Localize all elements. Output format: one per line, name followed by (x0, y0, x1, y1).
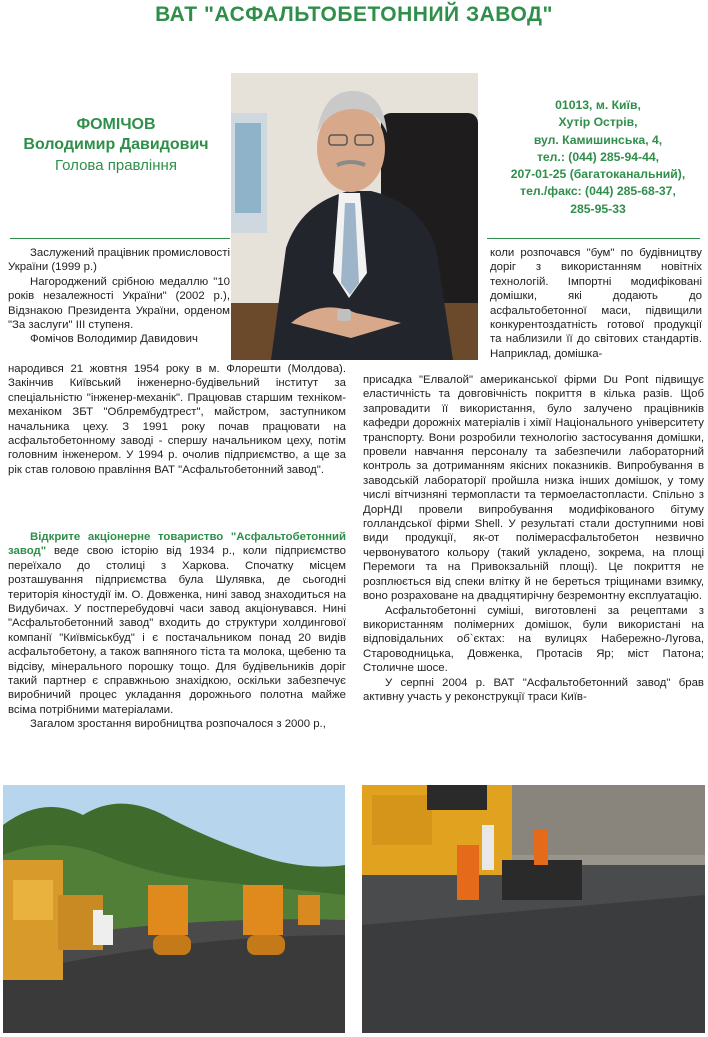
company-name-highlight: Відкрите акціонерне товариство "Асфальтобетонний завод" (8, 531, 346, 558)
person-names: Володимир Давидович (23, 136, 209, 153)
contact-line: тел./факс: (044) 285-68-37, (520, 184, 676, 199)
contact-block (488, 97, 708, 218)
contact-line: Хутір Острів, (558, 115, 638, 130)
contact-line: 285-95-33 (570, 201, 626, 216)
person-surname: ФОМІЧОВ (76, 116, 156, 133)
text-column-right-top (490, 246, 702, 361)
page-title: ВАТ "АСФАЛЬТОБЕТОННИЙ ЗАВОД" (155, 3, 553, 26)
paragraph: Асфальтобетонні суміші, виготовлені за рецептами з використанням полімерних домішок, були використані на відповідальних об`єктах: на вулицях Набережно-Луговa, Староводницька, Довженка, Протасів Яр; міст Патона; Столичне шосе. (363, 604, 704, 675)
text-column-left-top (8, 246, 230, 347)
paragraph-text: веде свою історію від 1934 р., коли підприємство переїхало до столиці з Харкова. Спочатку місцем розташування підприємства була Шулявка, де сьогодні територія кіностудії ім. О. Довженка, нині завод знаходиться на Видубичах. У постперебудовчі часи завод акціонувався. Нині "Асфальтобетонний завод" входить до структури холдингової компанії "Київміськбуд" і є постачальником понад 20 видів асфальтобетону, а також вапняного тіста та молока, щебеню та відсіву, мінерального порошку тощо. Для будівельників доріг такий партнер є справжньою знахідкою, оскільки забезпечує виробничий процес укладання дорожнього полотна майже всіма потрібними матеріалами. (8, 545, 346, 716)
road-construction-photo (362, 785, 705, 1033)
divider-right (487, 238, 700, 239)
divider-left (10, 238, 230, 239)
text-column-left-wide (8, 362, 346, 477)
paragraph: Загалом зростання виробництва розпочалося з 2000 р., (30, 718, 326, 731)
text-column-left-bottom (8, 530, 346, 732)
paragraph: Заслужений працівник промисловості України (1999 р.) (8, 247, 230, 274)
paragraph: коли розпочався "бум" по будівництву доріг з використанням новітніх технологій. Імпортні модифіковані домішки, які додають до асфальтобетонної маси, підвищили конкурентоздатність готової продукції та наблизили її до світових стандартів. Наприклад, домішка- (490, 247, 702, 360)
paragraph: народився 21 жовтня 1954 року в м. Флорешти (Молдова). Закінчив Київський інженерно-будівельний інститут за спеціальністю "інженер-механік". Працював старшим техніком-механіком ЗБТ "Облрембудтрест", майстром, заступником начальника цеху. З 1991 року почав працювати на асфальтобетонному заводі - спершу начальником цеху, потім головним інженером. У 1994 р. очолив підприємство, а ще за рік став головою правління ВАТ "Асфальтобетонний завод". (8, 363, 346, 476)
paragraph: Фомічов Володимир Давидович (30, 333, 198, 346)
person-card (0, 115, 232, 176)
contact-line: тел.: (044) 285-94-44, (536, 149, 660, 164)
portrait-photo (231, 73, 478, 360)
contact-line: 207-01-25 (багатоканальний), (510, 167, 686, 182)
text-column-right-wide (363, 373, 704, 704)
paragraph: присадка "Елвалой" американської фірми Du Pont підвищує еластичність та довговічність покриття в кілька разів. Щоб запровадити її використання, було залучено працівників кафедри дорожніх матеріалів і хімії Національного університету транспорту. Вони розробили технологію застосування домішки, провели навчання персоналу та забезпечили лабораторний контроль за дотриманням якісних показників. Випробування в заводській лабораторії пройшла низка інших домішок, у тому числі вітчизняні термопласти та термоеластопласти. Спільно з ДорНДІ провели випробування модифікованого бітуму голландської фірми Shell. У результаті стали доступними нові види продукції, як-от полімерасфальтобетон незвично червонуватого кольору (такий укладено, зокрема, на площі Перемоги та на Привокзальній площі). Це покриття не розплюється від спеки влітку й не береться тріщинами взимку, воно розраховане на двадцятирічну безремонтну експлуатацію. (363, 374, 704, 603)
road-paving-photo (3, 785, 345, 1033)
contact-line: вул. Камишинська, 4, (533, 132, 663, 147)
contact-line: 01013, м. Київ, (555, 98, 641, 112)
person-position: Голова правління (55, 157, 177, 174)
paragraph: Нагороджений срібною медаллю "10 років незалежності України" (2002 р.), Відзнакою Президента України, орденом "За заслуги" ІІІ ступеня. (8, 275, 230, 332)
paragraph: У серпні 2004 р. ВАТ "Асфальтобетонний завод" брав активну участь у реконструкції траси Київ- (363, 676, 704, 703)
